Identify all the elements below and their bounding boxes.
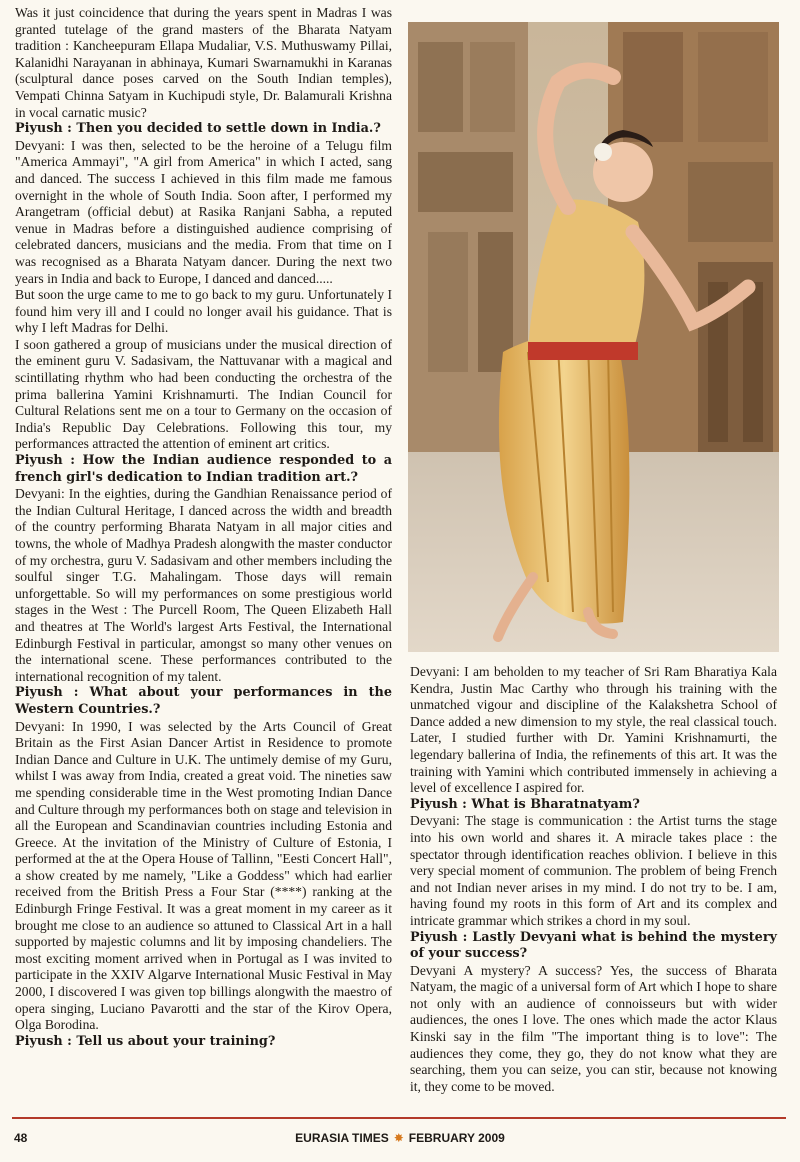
issue-date: FEBRUARY 2009: [408, 1131, 505, 1145]
paragraph: Devyani A mystery? A success? Yes, the success of Bharata Natyam, the magic of a universal form of Art which I hope to share not only with an audience of connoisseurs but with wider audiences, the ones I love. The ones which made the actor Klaus Kinski say in the film "The important thing is to love": The audiences they come, they go, they do not know what they are searching, them you can seize, you can stir, because not knowing it, they come to be moved.: [410, 962, 777, 1094]
right-text-column: [410, 664, 777, 1095]
paragraph: Devyani: The stage is communication : the Artist turns the stage into his own world and shares it. A miracle takes place : the spectator through identification reaches oblivion. I believe in this very special moment of communion. The problem of being French and not Indian never arises in my mind. I do not try to be. I am, having found my roots in this form of Art and its complex and intricate grammar which strikes a chord in my soul.: [410, 813, 777, 928]
paragraph: Devyani: I am beholden to my teacher of Sri Ram Bharatiya Kala Kendra, Justin Mac Carthy who through his training with the unmatched vigour and discipline of the Kalakshetra School of Dance added a new dimension to my style, the real classical touch. Later, I studied further with Dr. Yamini Krishnamurti, the legendary ballerina of India, the refinements of this art. It was the training with Yamini which contributed immensely in achieving a level of excellence I aspired for.: [410, 664, 777, 796]
interview-question: Piyush : What about your performances in the Western Countries.?: [15, 685, 392, 717]
paragraph: Was it just coincidence that during the years spent in Madras I was granted tutelage of the grand masters of the Bharata Natyam tradition : Kancheepuram Ellapa Mudaliar, V.S. Muthuswamy Pillai, Kalanidhi Narayanan in abhinaya, Kumari Swarnamukhi in Karanas (sculptural dance poses carved on the South Indian temples), Vempati Chinna Satyam in Kuchipudi style, Dr. Balamurali Krishna in vocal carnatic music?: [15, 5, 392, 120]
interview-question: Piyush : Tell us about your training?: [15, 1033, 276, 1049]
interview-question: Piyush : Lastly Devyani what is behind the mystery of your success?: [410, 929, 777, 962]
footer-rule: [12, 1117, 786, 1119]
interview-question: Piyush : What is Bharatnatyam?: [410, 796, 640, 812]
publication-name: EURASIA TIMES: [295, 1131, 389, 1145]
paragraph: But soon the urge came to me to go back to my guru. Unfortunately I found him very ill and I could no longer avail his guidance. That is why I left Madras for Delhi.: [15, 287, 392, 336]
flower-icon: ✸: [393, 1131, 404, 1145]
paragraph: Devyani: In the eighties, during the Gandhian Renaissance period of the Indian Cultural Heritage, I danced across the width and breadth of the country performing Bharata Natyam in all major cities and towns, the whole of Madhya Pradesh alongwith the master conductor of my orchestra, guru V. Sadasivam and other members including the soulful singer T.G. Mahalingam. Those days will remain unforgettable. So will my performances on some prestigious world stages in the West : The Purcell Room, The Queen Elizabeth Hall and theatres at The World's largest Arts Festival, the International Edinburgh Festival in particular, amongst so many other venues on the international scene. These performances contributed to the international recognition of my talent.: [15, 486, 392, 684]
interview-question: Piyush : How the Indian audience responded to a french girl's dedication to Indian tradition art.?: [15, 453, 392, 485]
left-text-column: [15, 5, 392, 1050]
footer-publication-line: [0, 1131, 800, 1145]
dancer-photo: [408, 22, 779, 652]
interview-question: Piyush : Then you decided to settle down in India.?: [15, 121, 381, 137]
paragraph: Devyani: In 1990, I was selected by the Arts Council of Great Britain as the First Asian Dancer Artist in Residence to promote Indian Dance and Culture in U.K. The untimely demise of my Guru, whilst I was away from India, created a great void. The nineties saw me spending considerable time in the West promoting Indian Dance and Culture through my performances both on stage and television in all the European and Scandinavian countries including Estonia and Greece. At the invitation of the Ministry of Culture of Estonia, I performed at the at the Opera House of Tallinn, "Eesti Concert Hall", a show created by me namely, "Like a Goddess" which had earlier received from the British Press a Four Star (****) ranking at the Edinburgh Fringe Festival. It was a great moment in my career as it brought me close to an audience so attuned to Classical Art in a hall supported by majestic columns and lit by imposing chandeliers. The most exciting moment arrived when in Portugal as I was invited to participate in the XXIV Algarve International Music Festival in May 2000, I discovered I was given top billings alongwith the maestro of opera singing, Luciano Pavarotti and the star of the Kirov Opera, Olga Borodina.: [15, 718, 392, 1033]
dancer-illustration: [408, 22, 779, 652]
paragraph: Devyani: I was then, selected to be the heroine of a Telugu film "America Ammayi", "A girl from America" in which I acted, sang and danced. The success I achieved in this film made me famous overnight in the whole of South India. Soon after, I performed my Arangetram (official debut) at Rasika Ranjani Sabha, a reputed venue in Madras before a distinguished audience comprising of celebrated dancers, musicians and the media. From that time on I was recognised as a Bharata Natyam dancer. During the next two years in India and back to Europe, I danced and danced.....: [15, 137, 392, 286]
paragraph: I soon gathered a group of musicians under the musical direction of the eminent guru V. Sadasivam, the Nattuvanar with a magical and scintillating rhythm who had been conducting the orchestra of the prima ballerina Yamini Krishnamurti. The Indian Council for Cultural Relations sent me on a tour to Germany on the occasion of India's Republic Day Celebrations. Following this tour, my performances attracted the attention of eminent art critics.: [15, 336, 392, 452]
page-number: 48: [14, 1131, 28, 1145]
